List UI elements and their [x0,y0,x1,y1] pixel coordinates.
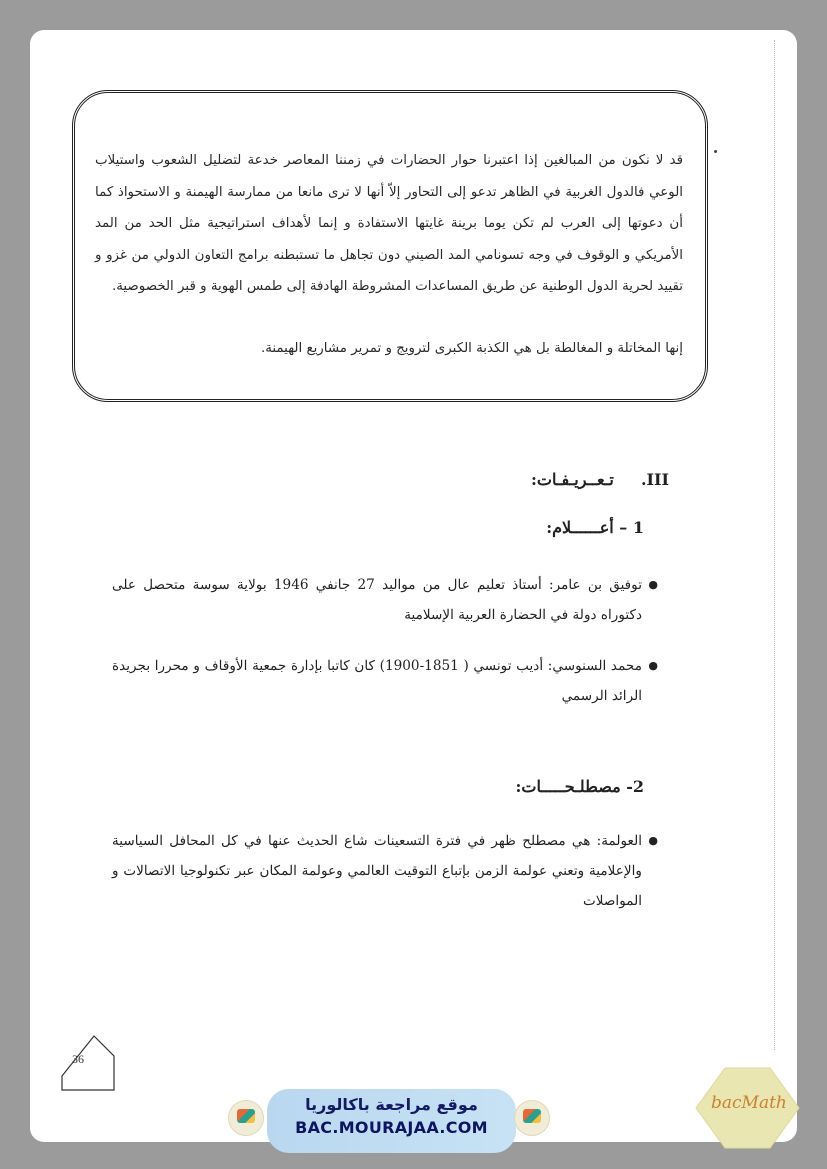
section-title: تـعــريـفـات: [530,470,614,489]
section-heading [531,470,669,489]
site-watermark[interactable] [267,1089,516,1153]
watermark-arabic: موقع مراجعة باكالوريا [305,1095,478,1114]
quote-paragraph: قد لا نكون من المبالغين إذا اعتبرنا حوار الحضارات في زمننا المعاصر خدعة لتضليل الشعوب واستيلاب الوعي فالدول الغربية في الظاهر تدعو إلى التحاور إلاّ أنها لا ترى مانعا من ممارسة الهيمنة و الاستحواذ كما أن دعوتها إلى العرب لم تكن يوما برينة غايتها الاستفادة و إنما لأهداف استراتيجية مثل الحد من المد الأمريكي و الوقوف في وجه تسونامي المد الصيني دون تجاهل ما تستبطنه برامج التعاون الدولي من غزو و تقييد لحرية الدول الوطنية عن طريق المساعدات المشروطة الهادفة إلى طمس الهوية و قبر الخصوصية. [95,153,683,294]
site-logo-icon [514,1100,550,1136]
watermark-url: BAC.MOURAJAA.COM [295,1118,488,1137]
subsection-2-heading: 2- مصطلـحـــــات: [515,777,644,796]
bullet-icon: ● [648,834,658,847]
subsection-1-heading: 1 – أعــــــلام: [546,518,644,537]
list-item-text: توفيق بن عامر: أستاذ تعليم عال من مواليد 27 جانفي 1946 بولاية سوسة متحصل على دكتوراه دولة في الحضارة العربية الإسلامية [112,577,642,623]
page-number: 36 [72,1052,84,1066]
bullet-icon: ● [648,659,658,672]
list-item [112,570,658,630]
section-number: III. [640,470,669,489]
list-item-text: محمد السنوسي: أديب تونسي ( 1851-1900) كان كاتبا بإدارة جمعية الأوقاف و محررا بجريدة الرائد الرسمي [112,658,642,704]
list-item [112,651,658,711]
quote-conclusion: إنها المخاتلة و المغالطة بل هي الكذبة الكبرى لترويج و تمرير مشاريع الهيمنة. [260,341,683,356]
site-logo-icon [228,1100,264,1136]
bullet-icon: ● [648,578,658,591]
bacmath-badge-text: bacMath [711,1093,787,1113]
list-item-text: العولمة: هي مصطلح ظهر في فترة التسعينات شاع الحديث عنها في كل المحافل السياسية والإعلامية وتعني عولمة الزمن بإتباع التوقيت العالمي وعولمة المكان عبر تكنولوجيا الاتصالات و المواصلات [112,833,642,909]
list-item [112,826,658,916]
dot-mark [714,150,717,153]
scan-edge [768,40,775,1050]
